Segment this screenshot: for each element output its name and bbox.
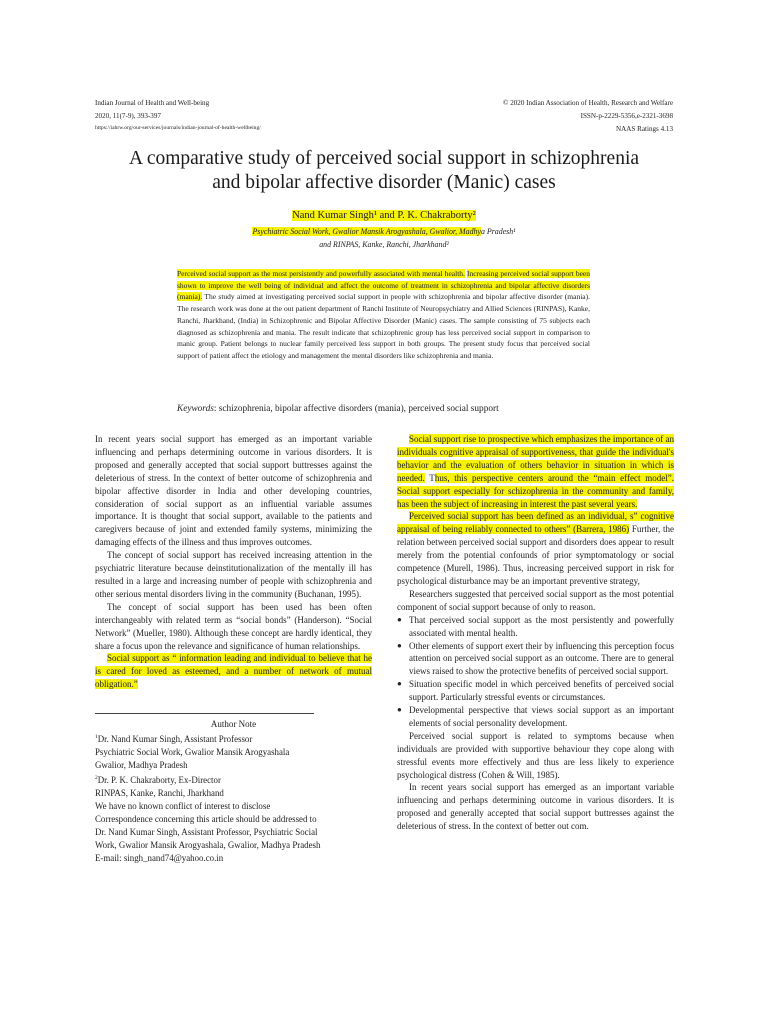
body-text: T	[424, 472, 435, 483]
issn: ISSN-p-2229-5356,e-2321-3698	[580, 112, 673, 120]
running-header-right	[503, 97, 673, 136]
highlighted-text: Social support rise to prospective which emphasizes the importance of an individuals cognitive appraisal of supportiveness, that guide the individual's behavior and the evaluation of others behavior in situation in which is needed.	[397, 434, 674, 483]
author-note-line: Gwalior, Madhya Pradesh	[95, 760, 188, 770]
author-note-line: Dr. P. K. Chakraborty, Ex-Director	[97, 774, 221, 785]
body-paragraph: In recent years social support has emerged as an important variable influencing and perhaps determining outcome in various disorders. It is proposed and generally accepted that social support buttresses against the deleterious of stress. In the context of better out com.	[397, 782, 674, 832]
highlighted-text: Perceived social support has been defined as an individual, s” cognitive appraisal of being reliably connected to others” (Barrera, 1986)	[397, 511, 674, 535]
title-line-1: A comparative study of perceived social support in schizophrenia	[128, 148, 640, 169]
list-item: ● Developmental perspective that views social support as an important elements of social personality development.	[397, 704, 674, 730]
abstract-highlight-2: Increasing perceived social support been shown to improve the well being of individual and affect the outcome of treatment in schizophrenia and bipolar affective disorders (mania).	[177, 269, 590, 302]
footnote-divider	[95, 713, 314, 714]
author-note-title: Author Note	[210, 719, 257, 730]
affiliations	[60, 225, 708, 251]
journal-name: Indian Journal of Health and Well-being	[95, 99, 210, 107]
journal-volume: 2020, 11(7-9), 393-397	[95, 112, 161, 120]
keywords-list: : schizophrenia, bipolar affective disorders (mania), perceived social support	[213, 404, 499, 414]
journal-url[interactable]: https://iahrw.org/our-services/journals/indian-journal-of-health-wellbeing/	[95, 125, 261, 131]
author-names: Nand Kumar Singh¹ and P. K. Chakraborty²	[292, 210, 476, 221]
author-note-line: Psychiatric Social Work, Gwalior Mansik Arogyashala	[95, 747, 290, 757]
author-note-line: RINPAS, Kanke, Ranchi, Jharkhand	[95, 787, 224, 798]
keywords	[177, 403, 637, 416]
body-paragraph: Researchers suggested that perceived social support as the most potential component of social support because of only to reason.	[397, 588, 674, 612]
highlighted-text: hus, this perspective centers around the “main effect model”. Social support especially for schizophrenia in the community and family, has been the subject of increasing in interest the past several years.	[397, 472, 674, 509]
body-paragraph: The concept of social support has been used has been often interchangeably with related term as “social bonds” (Handerson). “Social Network” (Mueller, 1980). Although these concept are hardly identical, they share a focus upon the relevance and significance of human relationships.	[95, 601, 372, 651]
highlighted-paragraph: Social support as “ information leading and individual to believe that he is cared for loved as esteemed, and a number of network of mutual obligation.”	[95, 653, 372, 690]
authors	[60, 209, 708, 223]
left-column: In recent years social support has emerged as an important variable influencing and perhaps determining outcome in various disorders. It is proposed and generally accepted that social support buttresses against the deleterious of stress. In the context of better outcome of schizophrenia and bipolar affective disorder in India and other developing countries, consideration of social support as an influential variable assumes importance. It is thought that social support, available to the patients and caregivers because of joint and extended family systems, minimizing the damaging effects of the illness and thus improves outcomes. The concept of social support has received increasing attention in the psychiatric literature because deinstitutionalization of the mentally ill has resulted in a large and increasing number of people with schizophrenia and other serious mental disorders living in the community (Buchanan, 1995). The concept of social support has been used has been often interchangeably with related term as “social bonds” (Handerson). “Social Network” (Mueller, 1980). Although these concept are hardly identical, they share a focus upon the relevance and significance of human relationships. Social support as “ information leading and individual to believe that he is cared for loved as esteemed, and a number of network of mutual obligation.” Author Note $^1$Dr. Nand Kumar Singh, Assistant Professor Psychiatric Social Work, Gwalior Mansik Arogyashala Gwalior, Madhya Pradesh $^2$Dr. P. K. Chakraborty, Ex-Director RINPAS, Kanke, Ranchi, Jharkhand We have no known conflict of interest to disclose Correspondence concerning this article should be addressed to Dr. Nand Kumar Singh, Assistant Professor, Psychiatric Social Work, Gwalior Mansik Arogyashala, Gwalior, Madhya Pradesh E-mail: singh_nand74@yahoo.co.in	[95, 434, 372, 863]
list-item: ● Other elements of support exert their by influencing this perception focus attention on perceived social support as an outcome. There are to general views raised to show the protective benefits of perceived social support.	[397, 640, 674, 679]
author-email[interactable]: E-mail: singh_nand74@yahoo.co.in	[95, 852, 224, 863]
author-note-line: Dr. Nand Kumar Singh, Assistant Professor	[97, 734, 253, 744]
naas-rating: NAAS Ratings 4.13	[616, 125, 673, 133]
body-text: Further, the relation between perceived social support and disorders does appear to result merely from the potential confounds of prior symptomatology or social competence (Murell, 1986). Thus, increasing perceived support in risk for psychological disturbance may be an important preventive strategy,	[397, 524, 674, 586]
right-column	[397, 433, 674, 833]
list-item: ● Situation specific model in which perceived benefits of perceived social support. Particularly stressful events or circumstances.	[397, 678, 674, 704]
affiliation-2: and RINPAS, Kanke, Ranchi, Jharkhand²	[319, 240, 449, 249]
abstract-highlight-1: Perceived social support as the most persistently and powerfully associated with mental health.	[177, 269, 465, 278]
list-item: ● That perceived social support as the most persistently and powerfully associated with mental health.	[397, 614, 674, 640]
author-note-line: Work, Gwalior Mansik Arogyashala, Gwalior, Madhya Pradesh	[95, 839, 321, 850]
body-paragraph: Perceived social support is related to symptoms because when individuals are provided with supportive behaviour they cope along with stressful events more effectively and thus are less likely to experience psychological distress (Cohen & Will, 1985).	[397, 730, 674, 780]
author-note-line: We have no known conflict of interest to disclose	[95, 800, 271, 811]
copyright: © 2020 Indian Association of Health, Research and Welfare	[503, 99, 673, 107]
body-paragraph: In recent years social support has emerged as an important variable influencing and perhaps determining outcome in various disorders. It is proposed and generally accepted that social support buttresses against the deleterious of stress. In the context of better outcome of schizophrenia and bipolar affective disorder in India and other developing countries, consideration of social support as an influential variable assumes importance. It is thought that social support, available to the patients and caregivers because of joint and extended family systems, minimizing the damaging effects of the illness and thus improves outcomes.	[95, 434, 372, 548]
abstract	[177, 268, 590, 362]
body-paragraph: The concept of social support has received increasing attention in the psychiatric literature because deinstitutionalization of the mentally ill has resulted in a large and increasing number of people with schizophrenia and other serious mental disorders living in the community (Buchanan, 1995).	[95, 550, 372, 599]
author-note-line: Correspondence concerning this article should be addressed to	[95, 813, 317, 824]
title-line-2: and bipolar affective disorder (Manic) cases	[212, 172, 556, 193]
running-header-left	[95, 97, 261, 134]
author-note-line: Dr. Nand Kumar Singh, Assistant Professor, Psychiatric Social	[95, 826, 318, 837]
keywords-label: Keywords	[177, 404, 214, 414]
paper-title	[60, 147, 708, 195]
bullet-list	[397, 614, 674, 730]
abstract-text: The study aimed at investigating perceived social support in people with schizophrenia and bipolar affective disorder (mania). The research work was done at the out patient department of Ranchi Institute of Neuropsychiatry and Allied Sciences (RINPAS), Kanke, Ranchi, Jharkhand, (India) in Schizophrenic and Bipolar Affective Disorder (Manic) cases. The sample consisting of 75 subjects each diagnosed as schizophrenia and mania. The result indicate that schizophrenic group has less perceived social support in comparison to manic group. Patient belongs to nuclear family perceived less support in both groups. The present study focus that perceived social support of patient affect the etiology and management the mental disorders like schizophrenia and mania.	[177, 292, 590, 360]
affiliation-1-rest: a Pradesh¹	[480, 227, 516, 236]
affiliation-1-highlight: Psychiatric Social Work, Gwalior Mansik Arogyashala, Gwalior, Madhy	[252, 227, 481, 236]
